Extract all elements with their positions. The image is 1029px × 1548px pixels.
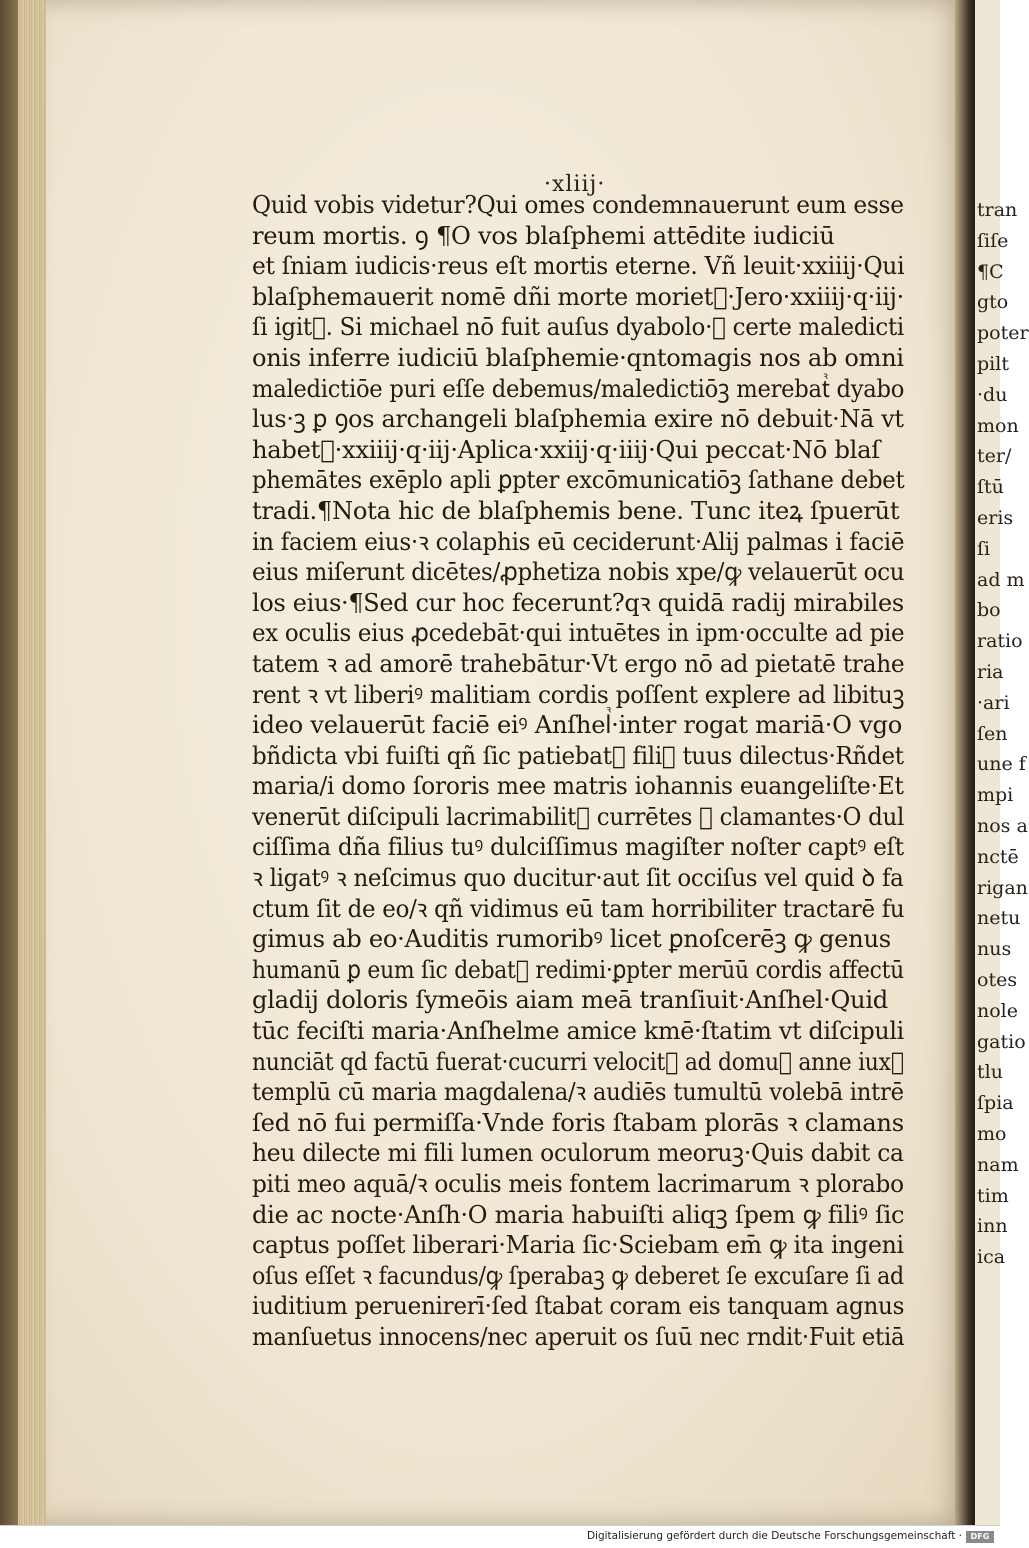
recto-fragment: une f: [977, 753, 1026, 776]
footer-bar: [0, 1525, 1000, 1548]
text-line: manſuetus innocens/nec aperuit os ſuū nec rndit·Fuit etiā: [252, 1321, 905, 1351]
recto-page-edge: [975, 0, 1029, 1525]
text-line: iuditium peruenirerī·ſed ſtabat coram eis tanquam agnus: [252, 1291, 905, 1321]
recto-fragment: ica: [977, 1246, 1006, 1269]
recto-fragment: ſtū: [977, 476, 1004, 499]
recto-text-fragments: [977, 195, 1029, 1273]
text-line: captus poſſet liberari·Maria ſic·Sciebam em̄ ꝙ ita ingeni: [252, 1230, 904, 1260]
text-line: die ac nocte·Anſh·O maria habuiſti aliqꝫ ſpem ꝙ filiꝰ ſic: [252, 1199, 905, 1229]
recto-fragment: bo: [977, 599, 1001, 622]
book-gutter: [955, 0, 975, 1525]
text-line: piti meo aquā/ꝛ oculis meis fontem lacrimarum ꝛ plorabo: [252, 1169, 904, 1198]
recto-fragment: tran: [977, 199, 1018, 221]
main-text-block: [252, 190, 912, 1353]
text-line: ſed nō fui permiſſa·Vnde foris ſtabam plorās ꝛ clamans: [252, 1107, 904, 1137]
recto-fragment: ria: [977, 660, 1004, 683]
text-line: ideo velauerūt faciē eiꝰ Anſhelᷣ·inter rogat mariā·O vgo: [252, 710, 902, 740]
text-line: ctum ſit de eo/ꝛ qñ vidimus eū tam horribiliter tractarē fu: [252, 893, 905, 923]
text-line: rent ꝛ vt liberiꝰ malitiam cordis poſſent explere ad libituꝫ: [252, 679, 905, 709]
recto-fragment: ·du: [977, 383, 1008, 406]
recto-fragment: ſpia: [977, 1092, 1014, 1115]
dfg-logo: DFG: [966, 1531, 994, 1543]
text-line: bñdicta vbi fuiſti qñ ſic patiebatᷣ filiꝰ tuus dilectus·Rñdet: [252, 740, 904, 770]
text-line: nunciāt qd factū fuerat·cucurri velocitᷣ ad domuꝫ anne iuxᷣ: [252, 1046, 904, 1076]
recto-fragment: gatio: [977, 1030, 1026, 1053]
recto-fragment: ratio: [977, 630, 1023, 653]
recto-fragment: gto: [977, 291, 1009, 314]
text-line: eius miſerunt dicētes/ꝓphetiza nobis xpe/ꝙ velauerūt ocu: [252, 557, 905, 587]
text-line: et ſniam iudicis·reus eſt mortis eterne. Vñ leuit·xxiiij·Qui: [252, 251, 905, 281]
recto-fragment: ſi: [977, 537, 991, 560]
text-line: lus·ꝫ ꝑ ꝯos archangeli blaſphemia exire nō debuit·Nā vt: [252, 404, 904, 434]
text-line: blaſphemauerit nomē dñi morte morietᷣ·Jero·xxiiij·q·iij·: [252, 281, 904, 311]
text-line: ex oculis eius ꝓcedebāt·qui intuētes in ipm·occulte ad pie: [252, 618, 905, 648]
text-line: onis inferre iudiciū blaſphemie·qntomagis nos ab omni: [252, 342, 904, 372]
text-line: tūc feciſti maria·Anſhelme amice kmē·ſtatim vt diſcipuli: [252, 1016, 904, 1046]
recto-fragment: tlu: [977, 1061, 1003, 1084]
text-line: tradi.¶Nota hic de blaſphemis bene. Tunc iteꝝ ſpuerūt: [252, 495, 900, 525]
recto-fragment: ſen: [977, 722, 1008, 745]
recto-fragment: nos a: [977, 814, 1028, 837]
folio-number: ·xliij·: [544, 172, 606, 197]
recto-fragment: ·ari: [977, 691, 1010, 714]
text-line: tatem ꝛ ad amorē trahebātur·Vt ergo nō ad pietatē trahe: [252, 648, 905, 678]
text-line: gimus ab eo·Auditis rumoribꝰ licet ꝑnoſcerēꝫ ꝙ genus: [252, 924, 891, 954]
text-line: ciſſima dña filius tuꝰ dulciſſimus magiſter noſter captꝰ eſt: [252, 832, 904, 862]
book-cover-edge: [0, 0, 18, 1525]
recto-fragment: tim: [977, 1184, 1009, 1207]
recto-fragment: mpi: [977, 784, 1014, 807]
text-line: ſi igitᷣ. Si michael nō fuit auſus dyabolo·ꝛ certe maledicti: [252, 312, 904, 342]
footer-credit: Digitalisierung gefördert durch die Deutsche Forschungsgemeinschaft ·: [586, 1530, 962, 1542]
text-line: maria/i domo ſororis mee matris iohannis euangeliſte·Et: [252, 771, 904, 801]
text-line: in faciem eius·ꝛ colaphis eū ceciderunt·Alij palmas i faciē: [252, 526, 905, 556]
text-line: maledictiōe puri eſſe debemus/maledictiōꝫ merebatᷣ dyabo: [252, 373, 905, 403]
text-line: venerūt diſcipuli lacrimabilitᷣ currētes ꝛ clamantes·O dul: [252, 801, 905, 831]
text-line: templū cū maria magdalena/ꝛ audiēs tumultū volebā intrē: [252, 1077, 904, 1107]
recto-fragment: rigan: [977, 876, 1028, 899]
text-line: humanū ꝑ eum ſic debatᷣ redimi·ꝑpter merūū cordis affectū: [252, 954, 904, 984]
text-line: phemātes exēplo apli ꝑpter excōmunicatiōꝫ ſathane debet: [252, 465, 905, 495]
recto-fragment: nole: [977, 999, 1018, 1022]
recto-fragment: nam: [977, 1153, 1019, 1176]
recto-fragment: ¶C: [977, 260, 1004, 283]
text-line: los eius·¶Sed cur hoc fecerunt?qꝛ quidā radij mirabiles: [252, 587, 904, 617]
recto-fragment: mo: [977, 1122, 1007, 1145]
recto-fragment: netu: [977, 907, 1021, 930]
recto-fragment: nus: [977, 938, 1012, 961]
recto-fragment: ad m: [977, 568, 1025, 591]
recto-fragment: eris: [977, 506, 1014, 529]
text-line: heu dilecte mi fili lumen oculorum meoruꝫ·Quis dabit ca: [252, 1138, 904, 1168]
text-line: habetᷣ·xxiiij·q·iij·Aplica·xxiij·q·iiij·Qui peccat·Nō blaſ: [252, 434, 880, 464]
recto-fragment: inn: [977, 1215, 1008, 1238]
recto-fragment: pilt: [977, 352, 1009, 375]
text-line: Quid vobis videtur?Qui omes condemnauerunt eum esse: [252, 190, 904, 219]
text-line: ꝛ ligatꝰ ꝛ neſcimus quo ducitur·aut ſit occiſus vel quid ꝺ fa: [252, 863, 904, 893]
text-line: gladij doloris ſymeōis aiam meā tranſiuit·Anſhel·Quid: [252, 985, 888, 1015]
recto-fragment: otes: [977, 968, 1018, 991]
text-line: reum mortis. ꝯ ¶O vos blaſphemi attēdite iudiciū: [252, 220, 835, 250]
recto-fragment: mon: [977, 414, 1019, 437]
text-line: oſus eſſet ꝛ facundus/ꝙ ſperabaꝫ ꝙ deberet ſe excuſare ſi ad: [252, 1260, 904, 1290]
recto-fragment: ter/: [977, 445, 1012, 468]
recto-fragment: nctē: [977, 845, 1019, 868]
recto-fragment: ſiſe: [977, 229, 1009, 252]
recto-fragment: poter: [977, 322, 1029, 345]
